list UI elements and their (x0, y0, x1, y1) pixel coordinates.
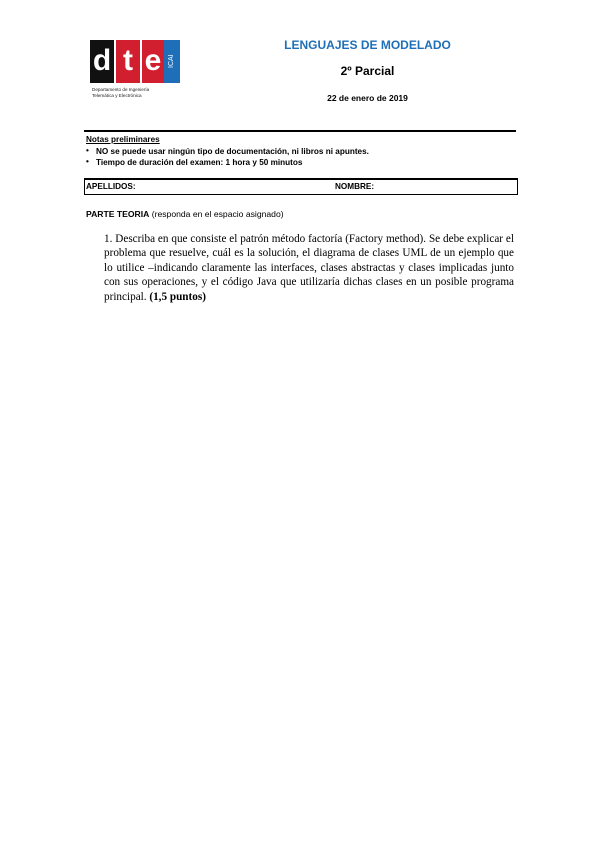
note-item: • Tiempo de duración del examen: 1 hora y 50 minutos (86, 158, 516, 167)
header-divider (84, 130, 516, 132)
logo-subtitle-line1: Departamento de Ingeniería (92, 87, 150, 92)
department-logo (90, 40, 182, 100)
name-label: NOMBRE: (335, 182, 375, 191)
note-item: • NO se puede usar ningún tipo de documentación, ni libros ni apuntes. (86, 147, 516, 156)
student-info-box (84, 178, 518, 195)
surname-label: APELLIDOS: (86, 182, 136, 191)
preliminary-notes (86, 135, 516, 169)
logo-letter-e: e (144, 44, 162, 77)
question-text: 1. Describa en que consiste el patrón método factoría (Factory method). Se debe explicar el problema que resuelve, cuál es la solución, el diagrama de clases UML de un ejemplo que lo utilice –indicando claramente las interfaces, clases abstractas y clases implicadas junto con sus operaciones, y el código Java que utilizaría dichas clases en un posible programa principal. (104, 233, 514, 303)
logo-letter-t: t (123, 44, 133, 77)
exam-date: 22 de enero de 2019 (327, 93, 408, 103)
logo-letter-d: d (92, 44, 112, 77)
section-note: (responda en el espacio asignado) (151, 209, 284, 219)
section-heading (86, 209, 284, 219)
question-points: (1,5 puntos) (149, 290, 206, 303)
course-title: LENGUAJES DE MODELADO (284, 38, 451, 52)
logo-side-text: ICAI (168, 54, 175, 69)
notes-list (86, 147, 516, 167)
notes-heading: Notas preliminares (86, 135, 160, 144)
logo-subtitle (92, 87, 182, 99)
section-title: PARTE TEORIA (86, 209, 150, 219)
logo-subtitle-line2: Telemática y Electrónica (92, 93, 142, 98)
question-1 (104, 232, 514, 304)
exam-title: 2º Parcial (340, 64, 395, 78)
